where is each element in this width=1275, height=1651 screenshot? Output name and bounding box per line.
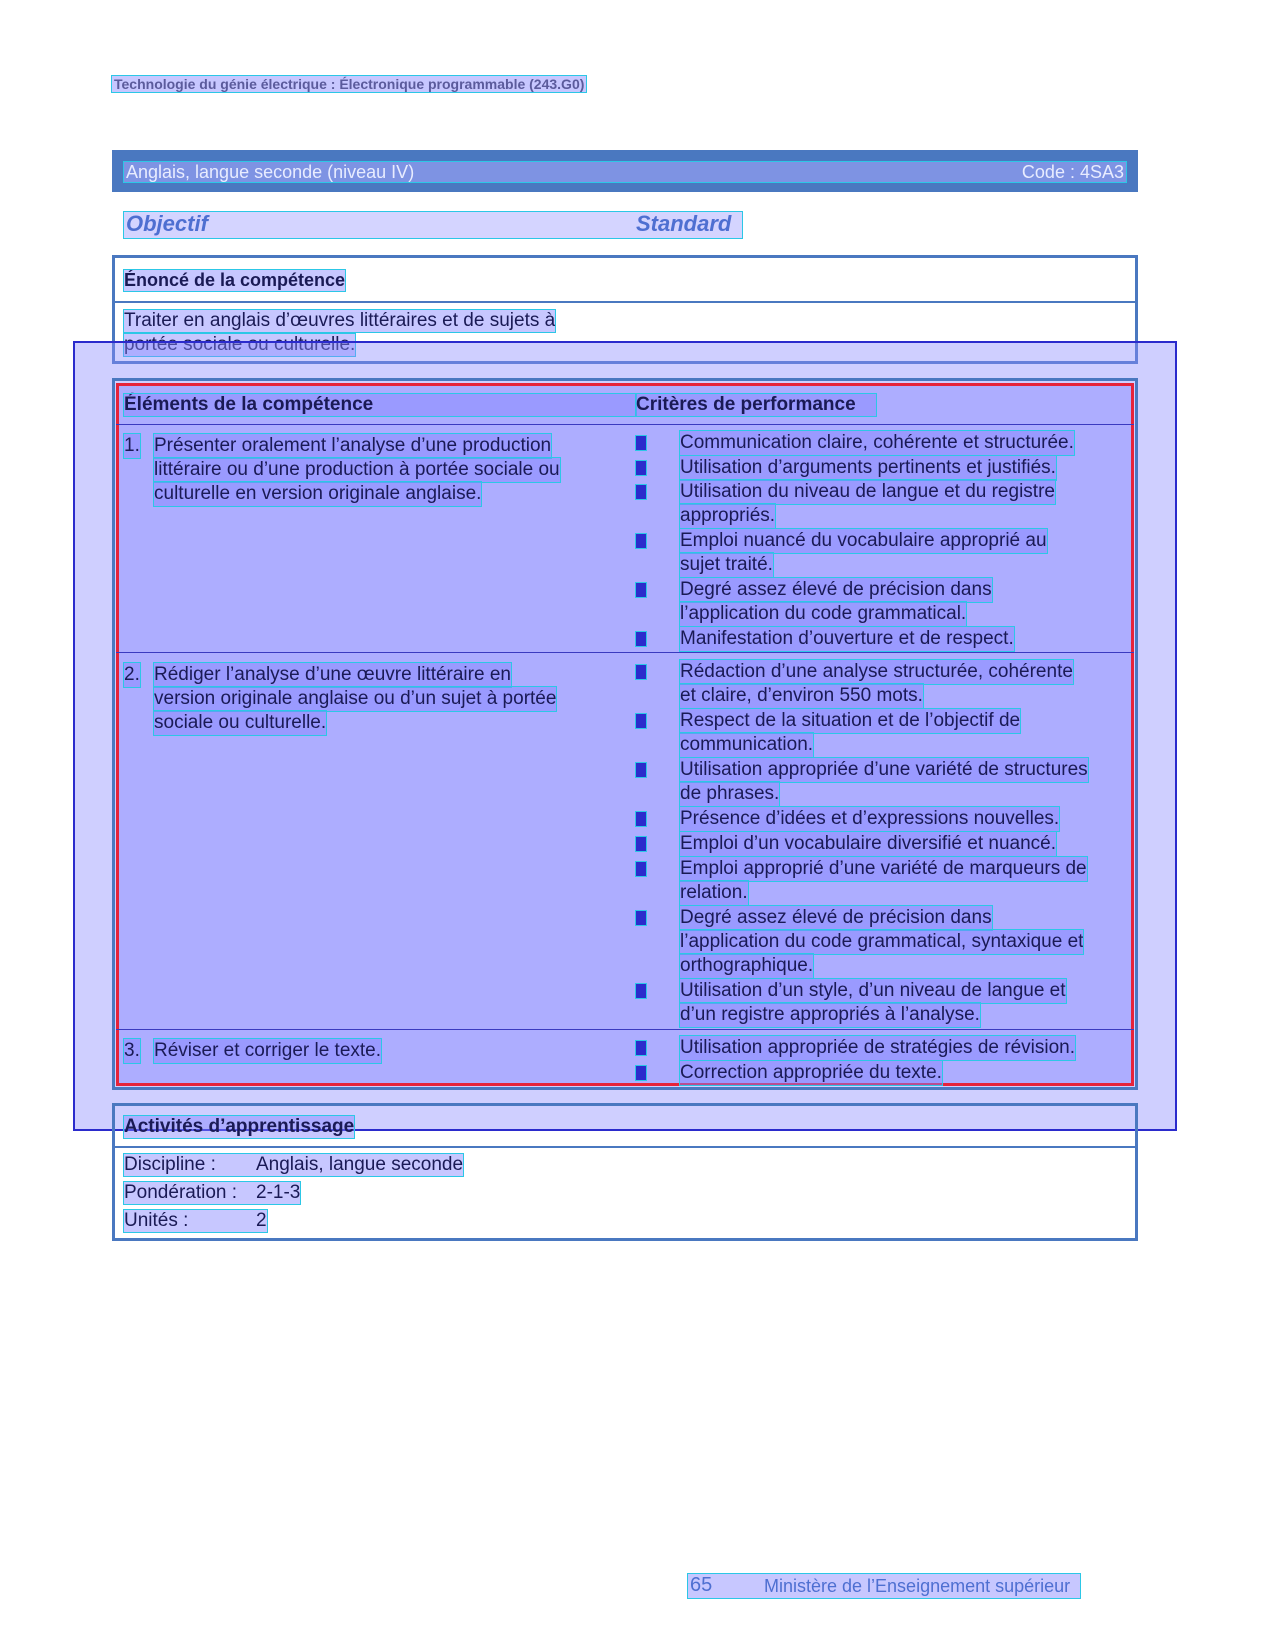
bullet-icon [636,862,646,876]
discipline-row [124,1154,463,1176]
criterion-line: l’application du code grammatical. [680,603,967,624]
page-footer [688,1574,1080,1598]
enonce-line: portée sociale ou culturelle. [124,334,356,355]
element-line: culturelle en version originale anglaise. [154,483,482,504]
criterion-line: sujet traité. [680,554,773,575]
criterion-line: appropriés. [680,505,776,526]
criterion-line: orthographique. [680,955,814,976]
col-criteres-header: Critères de performance [636,394,876,416]
standard-label: Standard [636,211,732,236]
course-title-bar [112,150,1138,192]
bullet-icon [636,763,646,777]
criterion-line: Utilisation appropriée d’une variété de structures [680,759,1088,780]
discipline-label: Discipline : [124,1154,216,1175]
enonce-heading: Énoncé de la compétence [124,270,346,290]
unites-label: Unités : [124,1210,189,1231]
row-divider [116,652,1134,653]
bullet-icon [636,665,646,679]
bullet-icon [636,436,646,450]
criterion-line: l’application du code grammatical, syntaxique et [680,931,1084,952]
criterion-line: Utilisation d’arguments pertinents et justifiés. [680,457,1056,478]
unites-value: 2 [256,1210,267,1231]
criterion-line: Présence d’idées et d’expressions nouvelles. [680,808,1060,829]
activites-heading: Activités d’apprentissage [124,1116,355,1137]
objectif-label: Objectif [126,211,208,236]
criterion-line: Correction appropriée du texte. [680,1062,942,1083]
bullet-icon [636,1066,646,1080]
element-line: Rédiger l’analyse d’une œuvre littéraire en [154,664,511,685]
criterion-line: relation. [680,882,748,903]
criterion-line: Respect de la situation et de l’objectif de [680,710,1021,731]
element-line: littéraire ou d’une production à portée sociale ou [154,459,560,480]
course-code: Code : 4SA3 [1021,161,1124,182]
enonce-line: Traiter en anglais d’œuvres littéraires et de sujets à [124,310,556,331]
criterion-line: Degré assez élevé de précision dans [680,907,992,928]
bullet-icon [636,812,646,826]
ponderation-label: Pondération : [124,1182,238,1203]
criterion-line: Communication claire, cohérente et structurée. [680,432,1074,453]
element-number: 3. [124,1040,140,1061]
objective-standard-labels [124,212,742,238]
ponderation-row [124,1182,300,1204]
discipline-value: Anglais, langue seconde [256,1154,464,1175]
element-number: 2. [124,664,140,685]
element-number: 1. [124,435,140,456]
element-line: sociale ou culturelle. [154,712,327,733]
bullet-icon [636,534,646,548]
bullet-icon [636,583,646,597]
criterion-line: et claire, d’environ 550 mots. [680,685,923,706]
course-title: Anglais, langue seconde (niveau IV) [126,161,415,182]
bullet-icon [636,1041,646,1055]
bullet-icon [636,632,646,646]
criterion-line: Utilisation d’un style, d’un niveau de langue et [680,980,1066,1001]
criterion-line: Utilisation appropriée de stratégies de révision. [680,1037,1075,1058]
criterion-line: Emploi nuancé du vocabulaire approprié au [680,530,1047,551]
element-line: Présenter oralement l’analyse d’une production [154,435,552,456]
page-number: 65 [690,1574,713,1596]
bullet-icon [636,461,646,475]
row-divider [116,424,1134,425]
criterion-line: Utilisation du niveau de langue et du registre [680,481,1055,502]
criterion-line: Degré assez élevé de précision dans [680,579,992,600]
criterion-line: Emploi d’un vocabulaire diversifié et nuancé. [680,833,1056,854]
bullet-icon [636,837,646,851]
element-line: Réviser et corriger le texte. [154,1040,382,1061]
criterion-line: Rédaction d’une analyse structurée, cohérente [680,661,1073,682]
bullet-icon [636,714,646,728]
criterion-line: communication. [680,734,814,755]
bullet-icon [636,984,646,998]
ministry-name: Ministère de l’Enseignement supérieur [764,1576,1071,1596]
criterion-line: d’un registre appropriés à l’analyse. [680,1004,980,1025]
bullet-icon [636,485,646,499]
col-elements-header: Éléments de la compétence [124,394,636,416]
element-line: version originale anglaise ou d’un sujet à portée [154,688,557,709]
document-header: Technologie du génie électrique : Électronique programmable (243.G0) [114,76,585,92]
criterion-line: de phrases. [680,783,780,804]
row-divider [116,1029,1134,1030]
ponderation-value: 2-1-3 [256,1182,301,1203]
unites-row [124,1210,267,1232]
criterion-line: Manifestation d’ouverture et de respect. [680,628,1014,649]
bullet-icon [636,911,646,925]
criterion-line: Emploi approprié d’une variété de marqueurs de [680,858,1087,879]
